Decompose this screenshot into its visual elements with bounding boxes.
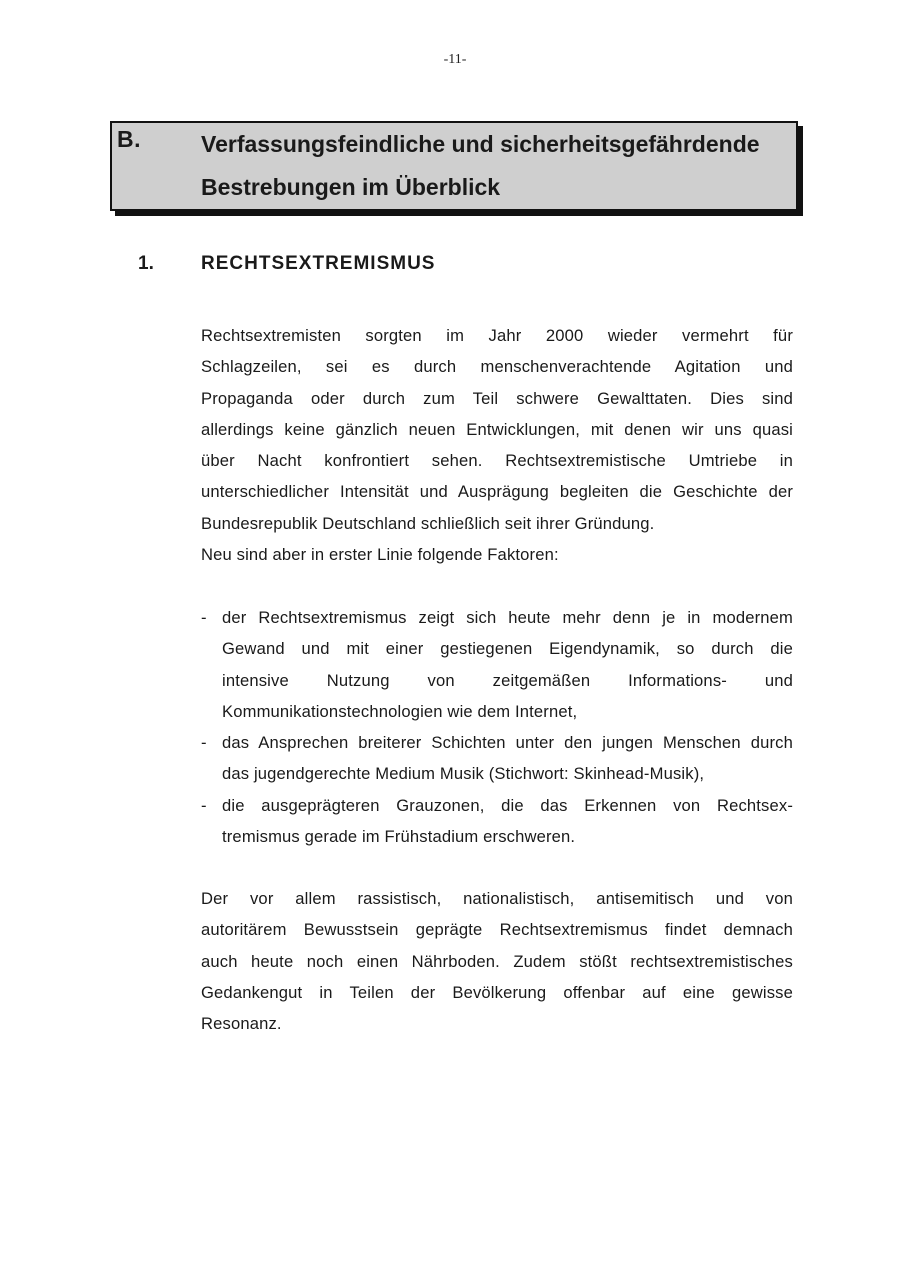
factors-list	[201, 602, 793, 852]
intro-line: Schlagzeilen, sei es durch menschenverachtende Agitation und	[201, 357, 793, 377]
list-item-line: das Ansprechen breiterer Schichten unter den jungen Menschen durch	[222, 733, 793, 753]
chapter-title: RECHTSEXTREMISMUS	[201, 253, 436, 274]
conclusion-line: Resonanz.	[201, 1014, 282, 1034]
list-item-line: der Rechtsextremismus zeigt sich heute mehr denn je in modernem	[222, 608, 793, 627]
conclusion-line: autoritärem Bewusstsein geprägte Rechtsextremismus findet demnach	[201, 920, 793, 940]
intro-line: Rechtsextremisten sorgten im Jahr 2000 wieder vermehrt für	[201, 326, 793, 345]
conclusion-line: auch heute noch einen Nährboden. Zudem stößt rechtsextremistisches	[201, 951, 793, 971]
list-item-line: Gewand und mit einer gestiegenen Eigendynamik, so durch die	[222, 639, 793, 659]
dash-marker: -	[201, 795, 207, 815]
list-item-line: die ausgeprägteren Grauzonen, die das Erkennen von Rechtsex-	[222, 795, 793, 815]
list-item-line: intensive Nutzung von zeitgemäßen Informations- und	[222, 670, 793, 690]
conclusion-paragraph	[201, 883, 793, 1039]
section-title	[201, 123, 796, 209]
dash-marker: -	[201, 608, 207, 627]
list-item	[201, 602, 793, 727]
intro-line: Neu sind aber in erster Linie folgende Faktoren:	[201, 545, 559, 565]
conclusion-line: Gedankengut in Teilen der Bevölkerung offenbar auf eine gewisse	[201, 982, 793, 1002]
intro-line: unterschiedlicher Intensität und Ausprägung begleiten die Geschichte der	[201, 482, 793, 502]
list-item-line: tremismus gerade im Frühstadium erschweren.	[222, 827, 576, 847]
list-item	[201, 790, 793, 853]
section-title-line-2: Bestrebungen im Überblick	[201, 174, 501, 200]
intro-paragraph	[201, 320, 793, 570]
dash-marker: -	[201, 733, 207, 753]
chapter-number: 1.	[138, 253, 154, 274]
section-title-line-1: Verfassungsfeindliche und sicherheitsgefährdende	[201, 131, 760, 157]
section-heading-box	[110, 121, 798, 211]
section-letter: B.	[117, 126, 141, 152]
intro-line: Bundesrepublik Deutschland schließlich seit ihrer Gründung.	[201, 513, 655, 533]
list-item-line: Kommunikationstechnologien wie dem Internet,	[222, 701, 578, 721]
conclusion-line: Der vor allem rassistisch, nationalistisch, antisemitisch und von	[201, 889, 793, 908]
intro-line: über Nacht konfrontiert sehen. Rechtsextremistische Umtriebe in	[201, 451, 793, 471]
intro-line: allerdings keine gänzlich neuen Entwicklungen, mit denen wir uns quasi	[201, 419, 793, 439]
page-number: -11-	[443, 52, 467, 67]
intro-line: Propaganda oder durch zum Teil schwere Gewalttaten. Dies sind	[201, 388, 793, 408]
list-item	[201, 727, 793, 790]
list-item-line: das jugendgerechte Medium Musik (Stichwort: Skinhead-Musik),	[222, 764, 705, 784]
